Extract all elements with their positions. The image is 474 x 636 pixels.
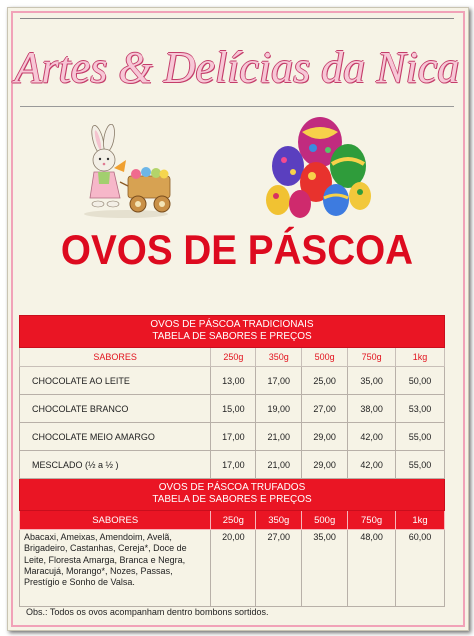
price-500g: 29,00 (302, 451, 348, 479)
price-250g: 15,00 (211, 395, 256, 423)
price-350g: 19,00 (256, 395, 302, 423)
price-250g: 17,00 (211, 451, 256, 479)
top-divider (20, 18, 454, 19)
price-table (19, 315, 445, 607)
table-row (20, 451, 445, 479)
col-350g: 350g (256, 511, 302, 530)
price-250g: 20,00 (211, 530, 256, 607)
brand-divider (20, 106, 454, 107)
price-500g: 25,00 (302, 367, 348, 395)
price-1kg: 50,00 (396, 367, 445, 395)
table-row (20, 530, 445, 607)
price-500g: 29,00 (302, 423, 348, 451)
easter-eggs-illustration (258, 116, 378, 220)
price-500g: 35,00 (302, 530, 348, 607)
flavor-list: Abacaxi, Ameixas, Amendoim, Avelã, Brigadeiro, Castanhas, Cereja*, Doce de Leite, Floresta Amarga, Branca e Negra, Maracujá, Morango*, Nozes, Passas, Prestígio e Sonho de Valsa. (20, 530, 211, 607)
flavor-name: CHOCOLATE AO LEITE (20, 367, 211, 395)
price-1kg: 60,00 (396, 530, 445, 607)
price-350g: 21,00 (256, 423, 302, 451)
price-1kg: 55,00 (396, 423, 445, 451)
price-1kg: 53,00 (396, 395, 445, 423)
section-subtitle: TABELA DE SABORES E PREÇOS (152, 331, 312, 342)
price-250g: 13,00 (211, 367, 256, 395)
col-750g: 750g (348, 511, 396, 530)
price-350g: 17,00 (256, 367, 302, 395)
section-subtitle: TABELA DE SABORES E PREÇOS (152, 494, 312, 505)
price-750g: 42,00 (348, 423, 396, 451)
price-750g: 35,00 (348, 367, 396, 395)
page-title: OVOS DE PÁSCOA (60, 226, 414, 273)
col-350g: 350g (256, 348, 302, 367)
column-header-row (20, 348, 445, 367)
flavor-name: MESCLADO (½ a ½ ) (20, 451, 211, 479)
observation-note: Obs.: Todos os ovos acompanham dentro bombons sortidos. (26, 607, 269, 617)
table-row (20, 395, 445, 423)
price-750g: 42,00 (348, 451, 396, 479)
col-sabores: SABORES (20, 511, 211, 530)
column-header-row (20, 511, 445, 530)
col-1kg: 1kg (396, 348, 445, 367)
flavor-name: CHOCOLATE MEIO AMARGO (20, 423, 211, 451)
col-250g: 250g (211, 511, 256, 530)
price-1kg: 55,00 (396, 451, 445, 479)
col-500g: 500g (302, 348, 348, 367)
col-sabores: SABORES (20, 348, 211, 367)
table-row (20, 423, 445, 451)
bunny-cart-illustration (76, 124, 176, 220)
section-header-trufados (20, 479, 445, 511)
section-title: OVOS DE PÁSCOA TRADICIONAIS (150, 319, 314, 330)
price-350g: 21,00 (256, 451, 302, 479)
col-500g: 500g (302, 511, 348, 530)
price-750g: 48,00 (348, 530, 396, 607)
col-750g: 750g (348, 348, 396, 367)
section-title: OVOS DE PÁSCOA TRUFADOS (158, 482, 306, 493)
flavor-name: CHOCOLATE BRANCO (20, 395, 211, 423)
price-350g: 27,00 (256, 530, 302, 607)
col-1kg: 1kg (396, 511, 445, 530)
table-row (20, 367, 445, 395)
section-header-tradicionais (20, 316, 445, 348)
price-500g: 27,00 (302, 395, 348, 423)
brand-title: Artes & Delícias da Nica (14, 43, 460, 92)
col-250g: 250g (211, 348, 256, 367)
price-750g: 38,00 (348, 395, 396, 423)
price-250g: 17,00 (211, 423, 256, 451)
